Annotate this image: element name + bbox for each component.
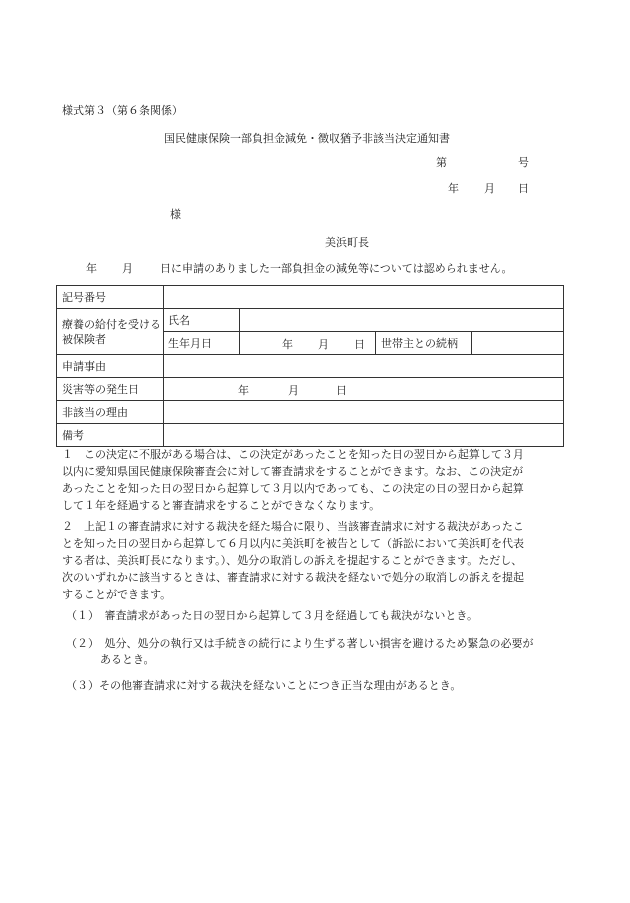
- issue-date-month: 月: [484, 182, 495, 195]
- note-2: [62, 518, 566, 603]
- list-item-2-continued: あるとき。: [100, 653, 155, 666]
- non-applicable-reason-label: 非該当の理由: [57, 401, 164, 424]
- disaster-date-value: [164, 378, 564, 401]
- intro-year: 年: [86, 262, 97, 275]
- note-2-line: する者は、美浜町長になります。）、処分の取消しの訴えを提起することができます。ただし、: [62, 554, 523, 567]
- table-row: [57, 309, 564, 332]
- intro-text: 日に申請のありました一部負担金の減免等については認められません。: [160, 262, 513, 275]
- document-title: 国民健康保険一部負担金減免・徴収猶予非該当決定通知書: [164, 132, 450, 145]
- note-2-line: することができます。: [62, 588, 172, 601]
- table-row: [57, 378, 564, 401]
- insured-label-line-2: 被保険者: [62, 332, 106, 346]
- name-label: 氏名: [164, 309, 240, 332]
- birthdate-label: 生年月日: [164, 332, 240, 355]
- list-item-2: （２） 処分、処分の執行又は手続きの続行により生ずる著しい損害を避けるため緊急の必要が: [66, 637, 534, 650]
- issue-date-day: 日: [518, 182, 529, 195]
- remarks-value: [164, 424, 564, 447]
- disaster-date-label: 災害等の発生日: [57, 378, 164, 401]
- issue-date-year: 年: [448, 182, 459, 195]
- birth-year: 年: [282, 338, 293, 351]
- note-2-line: ２ 上記１の審査請求に対する裁決を経た場合に限り、当該審査請求に対する裁決があったこ: [62, 520, 524, 533]
- insured-person-label: [57, 309, 164, 355]
- disaster-day: 日: [336, 384, 347, 397]
- reason-label: 申請事由: [57, 355, 164, 378]
- record-number-value: [164, 286, 564, 309]
- disaster-month: 月: [288, 384, 299, 397]
- recipient-suffix: 様: [170, 208, 181, 221]
- name-value: [240, 309, 564, 332]
- birthdate-value: [240, 332, 376, 355]
- note-1-line: して１年を経過すると審査請求をすることができなくなります。: [62, 499, 381, 512]
- relation-label: 世帯主との続柄: [376, 332, 472, 355]
- note-1-line: あったことを知った日の翌日から起算して３月以内であっても、この決定の日の翌日から起算: [62, 482, 524, 495]
- note-1: [62, 446, 566, 514]
- list-item-3: （３）その他審査請求に対する裁決を経ないことにつき正当な理由があるとき。: [66, 679, 462, 692]
- record-number-label: 記号番号: [57, 286, 164, 309]
- birth-day: 日: [354, 338, 365, 351]
- doc-number-prefix: 第: [436, 156, 447, 169]
- note-1-line: 以内に愛知県国民健康保険審査会に対して審査請求をすることができます。なお、この決定が: [62, 465, 524, 478]
- doc-number-suffix: 号: [518, 156, 529, 169]
- sender: 美浜町長: [325, 236, 369, 249]
- intro-month: 月: [122, 262, 133, 275]
- table-row: [57, 424, 564, 447]
- relation-value: [472, 332, 564, 355]
- application-table: [56, 285, 564, 447]
- table-row: [57, 355, 564, 378]
- insured-label-line-1: 療養の給付を受ける: [62, 317, 161, 331]
- remarks-label: 備考: [57, 424, 164, 447]
- birth-month: 月: [318, 338, 329, 351]
- note-1-line: １ この決定に不服がある場合は、この決定があったことを知った日の翌日から起算して３月: [62, 448, 524, 461]
- form-label: 様式第３（第６条関係）: [62, 104, 183, 117]
- non-applicable-reason-value: [164, 401, 564, 424]
- note-2-line: とを知った日の翌日から起算して６月以内に美浜町を被告として（訴訟において美浜町を代表: [62, 537, 524, 550]
- disaster-year: 年: [238, 384, 249, 397]
- note-2-line: 次のいずれかに該当するときは、審査請求に対する裁決を経ないで処分の取消しの訴えを提起: [62, 571, 524, 584]
- table-row: [57, 401, 564, 424]
- reason-value: [164, 355, 564, 378]
- table-row: [57, 286, 564, 309]
- list-item-1: （１） 審査請求があった日の翌日から起算して３月を経過しても裁決がないとき。: [66, 609, 478, 622]
